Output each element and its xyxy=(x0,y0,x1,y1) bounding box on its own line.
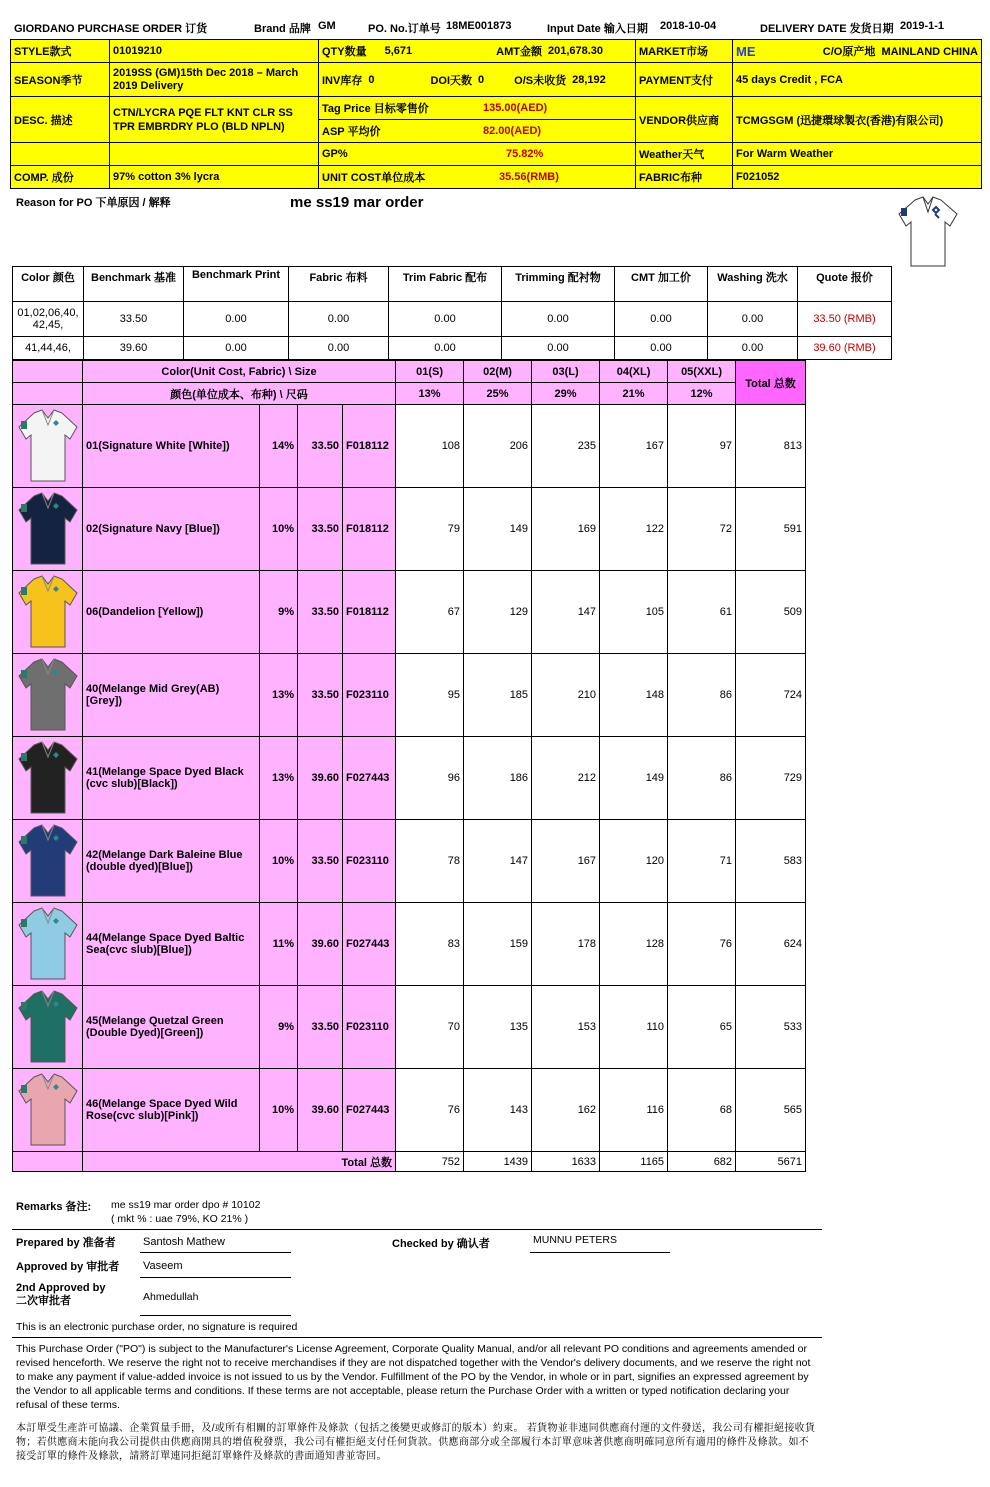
quantity-cell: 76 xyxy=(668,903,736,986)
quantity-cell: 110 xyxy=(600,986,668,1069)
color-name-cell: 06(Dandelion [Yellow]) xyxy=(83,571,260,654)
remarks-line2: ( mkt % : uae 79%, KO 21% ) xyxy=(111,1213,249,1225)
color-pct-cell: 9% xyxy=(260,986,298,1069)
quote-cell: 33.50 (RMB) xyxy=(798,302,892,337)
season-label: SEASON季节 xyxy=(10,62,110,97)
quantity-cell: 167 xyxy=(600,405,668,488)
size-header-row xyxy=(13,361,806,383)
unit-cost-cell: 33.50 xyxy=(298,405,343,488)
cost-header-color: Color 颜色 xyxy=(13,267,84,302)
shirt-image-cell xyxy=(13,1069,83,1152)
quantity-cell: 97 xyxy=(668,405,736,488)
size-pct-m: 25% xyxy=(464,383,532,405)
unit-cost-cell: 33.50 xyxy=(298,488,343,571)
quote-cell: 39.60 (RMB) xyxy=(798,337,892,360)
color-pct-cell: 10% xyxy=(260,1069,298,1152)
market-value: ME xyxy=(736,43,756,59)
fabric-code-cell: F018112 xyxy=(343,571,396,654)
prepared-by-label: Prepared by 准备者 xyxy=(16,1237,116,1249)
quantity-cell: 61 xyxy=(668,571,736,654)
terms-chinese: 本訂單受生產許可協議、企業質量手冊，及/或所有相關的訂單條件及條款（包括之後變更或修訂的版本）約束。 若貨物並非連同供應商付運的文件發送，我公司有權拒絕接收貨物；若供應商未能向我公司提供由供應商開具的增值稅發票，我公司有權拒絕支付任何貨款。供應商部分或全部履行本訂單意味著供應商明確同意所有適用的條件及條款。如不接受訂單的條件及條款，請將訂單連同拒絕訂單條件及條款的書面通知書並寄回。 xyxy=(16,1423,816,1462)
desc-value: CTN/LYCRA PQE FLT KNT CLR SS TPR EMBRDRY PLO (BLD NPLN) xyxy=(109,96,319,143)
size-total-cell: 1165 xyxy=(600,1152,668,1172)
color-pct-cell: 11% xyxy=(260,903,298,986)
qty-amt-cell xyxy=(318,39,636,63)
quantity-cell: 185 xyxy=(464,654,532,737)
size-pct-l: 29% xyxy=(532,383,600,405)
season-value: 2019SS (GM)15th Dec 2018 – March 2019 Delivery xyxy=(109,62,319,97)
quantity-cell: 65 xyxy=(668,986,736,1069)
header-blank-cell xyxy=(13,383,83,405)
table-cell: 0.00 xyxy=(615,302,708,337)
signature-line xyxy=(140,1277,291,1278)
document-title: GIORDANO PURCHASE ORDER 订货 xyxy=(14,23,208,35)
table-row xyxy=(13,302,892,337)
quantity-cell: 128 xyxy=(600,903,668,986)
weather-value: For Warm Weather xyxy=(732,142,982,166)
color-pct-cell: 13% xyxy=(260,654,298,737)
unit-cost-cell: 33.50 xyxy=(298,654,343,737)
table-cell: 0.00 xyxy=(502,302,615,337)
row-total-cell: 533 xyxy=(736,986,806,1069)
origin-label: C/O原产地 xyxy=(822,46,876,58)
fabric-code-cell: F018112 xyxy=(343,488,396,571)
unit-cost-label: UNIT COST单位成本 xyxy=(322,172,426,184)
quantity-cell: 78 xyxy=(396,820,464,903)
market-origin-cell xyxy=(732,39,982,63)
quantity-cell: 108 xyxy=(396,405,464,488)
quantity-cell: 83 xyxy=(396,903,464,986)
color-name-cell: 46(Melange Space Dyed Wild Rose(cvc slub)[Pink]) xyxy=(83,1069,260,1152)
cost-header-cmt: CMT 加工价 xyxy=(615,267,708,302)
quantity-cell: 148 xyxy=(600,654,668,737)
quantity-cell: 105 xyxy=(600,571,668,654)
size-pct-xxl: 12% xyxy=(668,383,736,405)
asp-cell xyxy=(318,119,636,143)
shirt-thumbnail xyxy=(16,905,80,983)
quantity-cell: 143 xyxy=(464,1069,532,1152)
shirt-thumbnail xyxy=(16,656,80,734)
input-date-value: 2018-10-04 xyxy=(660,20,717,32)
amt-value: 201,678.30 xyxy=(547,45,604,57)
cost-breakdown-table xyxy=(12,266,892,360)
quantity-cell: 159 xyxy=(464,903,532,986)
os-value: 28,192 xyxy=(572,73,606,86)
size-pct-row xyxy=(13,383,806,405)
quantity-cell: 129 xyxy=(464,571,532,654)
table-cell: 39.60 xyxy=(84,337,184,360)
quantity-cell: 147 xyxy=(532,571,600,654)
tag-price-cell xyxy=(318,96,636,120)
tag-price-label: Tag Price 目标零售价 xyxy=(322,103,429,115)
shirt-image-cell xyxy=(13,986,83,1069)
fabric-value: F021052 xyxy=(732,165,982,189)
quantity-cell: 149 xyxy=(464,488,532,571)
quantity-cell: 79 xyxy=(396,488,464,571)
fabric-code-cell: F023110 xyxy=(343,820,396,903)
size-header-line1: Color(Unit Cost, Fabric) \ Size xyxy=(83,361,396,383)
table-cell: 41,44,46, xyxy=(13,337,84,360)
payment-value: 45 days Credit , FCA xyxy=(732,62,982,97)
size-header-l: 03(L) xyxy=(532,361,600,383)
qty-label: QTY数量 xyxy=(322,46,367,58)
table-cell: 0.00 xyxy=(184,337,289,360)
size-header-xxl: 05(XXL) xyxy=(668,361,736,383)
table-cell: 0.00 xyxy=(389,337,502,360)
row-total-cell: 813 xyxy=(736,405,806,488)
brand-value: GM xyxy=(318,20,336,32)
quantity-cell: 186 xyxy=(464,737,532,820)
quantity-cell: 68 xyxy=(668,1069,736,1152)
remarks-label: Remarks 备注: xyxy=(16,1201,92,1213)
table-cell: 33.50 xyxy=(84,302,184,337)
cost-header-benchmark-print: Benchmark Print xyxy=(184,267,289,302)
style-label: STYLE款式 xyxy=(10,39,110,63)
quantity-cell: 71 xyxy=(668,820,736,903)
table-row xyxy=(13,571,806,654)
unit-cost-cell xyxy=(318,165,636,189)
electronic-notice: This is an electronic purchase order, no signature is required xyxy=(16,1321,298,1333)
table-cell: 0.00 xyxy=(708,337,798,360)
table-row xyxy=(13,820,806,903)
color-pct-cell: 13% xyxy=(260,737,298,820)
quantity-cell: 206 xyxy=(464,405,532,488)
size-quantity-table xyxy=(12,360,806,1172)
qty-value: 5,671 xyxy=(384,45,413,57)
tag-price-value: 135.00(AED) xyxy=(483,102,548,114)
gp-label: GP% xyxy=(322,148,348,160)
size-total-cell: 1633 xyxy=(532,1152,600,1172)
table-cell: 0.00 xyxy=(184,302,289,337)
cost-header-fabric: Fabric 布料 xyxy=(289,267,389,302)
shirt-image-cell xyxy=(13,488,83,571)
color-pct-cell: 9% xyxy=(260,571,298,654)
size-pct-xl: 21% xyxy=(600,383,668,405)
size-header-s: 01(S) xyxy=(396,361,464,383)
totals-label: Total 总数 xyxy=(83,1152,396,1172)
shirt-thumbnail xyxy=(16,1071,80,1149)
quantity-cell: 153 xyxy=(532,986,600,1069)
cost-header-trimming: Trimming 配衬物 xyxy=(502,267,615,302)
comp-value: 97% cotton 3% lycra xyxy=(109,165,319,189)
unit-cost-cell: 33.50 xyxy=(298,571,343,654)
input-date-label: Input Date 输入日期 xyxy=(547,23,648,35)
size-total-cell: 752 xyxy=(396,1152,464,1172)
table-row xyxy=(13,903,806,986)
cost-header-washing: Washing 洗水 xyxy=(708,267,798,302)
table-row xyxy=(13,737,806,820)
table-row xyxy=(13,1069,806,1152)
reason-value: me ss19 mar order xyxy=(290,194,424,211)
divider xyxy=(12,1337,822,1338)
prepared-by-value: Santosh Mathew xyxy=(143,1236,225,1248)
quantity-cell: 169 xyxy=(532,488,600,571)
po-number: 18ME001873 xyxy=(446,20,512,32)
approved-by-value: Vaseem xyxy=(143,1260,183,1272)
market-label: MARKET市场 xyxy=(635,39,733,63)
color-name-cell: 45(Melange Quetzal Green (Double Dyed)[Green]) xyxy=(83,986,260,1069)
grand-total-cell: 5671 xyxy=(736,1152,806,1172)
color-pct-cell: 14% xyxy=(260,405,298,488)
shirt-image-cell xyxy=(13,737,83,820)
second-approved-label xyxy=(16,1282,105,1308)
gp-value: 75.82% xyxy=(506,148,544,160)
approved-by-label: Approved by 审批者 xyxy=(16,1261,120,1273)
reason-label: Reason for PO 下单原因 / 解释 xyxy=(16,197,171,209)
quantity-cell: 67 xyxy=(396,571,464,654)
row-total-cell: 583 xyxy=(736,820,806,903)
header-blank-cell xyxy=(13,361,83,383)
table-row xyxy=(13,986,806,1069)
shirt-thumbnail xyxy=(16,490,80,568)
size-total-cell: 1439 xyxy=(464,1152,532,1172)
table-row xyxy=(13,654,806,737)
cost-header-quote: Quote 报价 xyxy=(798,267,892,302)
size-header-m: 02(M) xyxy=(464,361,532,383)
inv-doi-os-cell xyxy=(318,62,636,97)
shirt-image-cell xyxy=(13,654,83,737)
shirt-thumbnail xyxy=(16,407,80,485)
quantity-cell: 135 xyxy=(464,986,532,1069)
weather-label: Weather天气 xyxy=(635,142,733,166)
cost-header-benchmark: Benchmark 基准 xyxy=(84,267,184,302)
row-total-cell: 624 xyxy=(736,903,806,986)
quantity-cell: 122 xyxy=(600,488,668,571)
unit-cost-cell: 39.60 xyxy=(298,1069,343,1152)
os-label: O/S未收货 xyxy=(514,74,567,87)
doi-label: DOI天数 xyxy=(430,74,473,87)
shirt-thumbnail xyxy=(16,573,80,651)
row-total-cell: 565 xyxy=(736,1069,806,1152)
cost-header-row xyxy=(13,267,892,302)
fabric-code-cell: F018112 xyxy=(343,405,396,488)
quantity-cell: 235 xyxy=(532,405,600,488)
unit-cost-cell: 33.50 xyxy=(298,986,343,1069)
quantity-cell: 167 xyxy=(532,820,600,903)
color-name-cell: 44(Melange Space Dyed Baltic Sea(cvc slub)[Blue]) xyxy=(83,903,260,986)
color-pct-cell: 10% xyxy=(260,488,298,571)
vendor-label: VENDOR供应商 xyxy=(635,96,733,143)
quantity-cell: 120 xyxy=(600,820,668,903)
shirt-thumbnail xyxy=(16,988,80,1066)
size-header-line2: 颜色(单位成本、布种) \ 尺码 xyxy=(83,383,396,405)
doi-value: 0 xyxy=(478,73,485,86)
comp-label: COMP. 成份 xyxy=(10,165,110,189)
asp-value: 82.00(AED) xyxy=(483,125,542,137)
shirt-thumbnail xyxy=(16,822,80,900)
row-total-cell: 509 xyxy=(736,571,806,654)
color-name-cell: 01(Signature White [White]) xyxy=(83,405,260,488)
quantity-cell: 178 xyxy=(532,903,600,986)
delivery-date-value: 2019-1-1 xyxy=(900,20,945,32)
table-cell: 0.00 xyxy=(615,337,708,360)
inv-value: 0 xyxy=(368,73,375,86)
payment-label: PAYMENT支付 xyxy=(635,62,733,97)
totals-blank-cell xyxy=(13,1152,83,1172)
unit-cost-value: 35.56(RMB) xyxy=(499,171,559,183)
size-header-xl: 04(XL) xyxy=(600,361,668,383)
quantity-cell: 95 xyxy=(396,654,464,737)
empty-value-cell xyxy=(109,142,319,166)
amt-label: AMT金额 xyxy=(496,46,542,58)
row-total-cell: 591 xyxy=(736,488,806,571)
color-name-cell: 42(Melange Dark Baleine Blue (double dyed)[Blue]) xyxy=(83,820,260,903)
color-pct-cell: 10% xyxy=(260,820,298,903)
table-cell: 0.00 xyxy=(289,337,389,360)
desc-label: DESC. 描述 xyxy=(10,96,110,143)
table-cell: 01,02,06,40, 42,45, xyxy=(13,302,84,337)
inv-label: INV库存 xyxy=(322,74,363,87)
quantity-cell: 86 xyxy=(668,737,736,820)
quantity-cell: 147 xyxy=(464,820,532,903)
divider xyxy=(12,1229,822,1230)
unit-cost-cell: 39.60 xyxy=(298,903,343,986)
vendor-value: TCMGSGM (迅捷環球製衣(香港)有限公司) xyxy=(732,96,982,143)
table-cell: 0.00 xyxy=(389,302,502,337)
cost-header-trim-fabric: Trim Fabric 配布 xyxy=(389,267,502,302)
size-total-cell: 682 xyxy=(668,1152,736,1172)
shirt-image-cell xyxy=(13,405,83,488)
po-label: PO. No.订单号 xyxy=(368,23,441,35)
quantity-cell: 72 xyxy=(668,488,736,571)
shirt-image-cell xyxy=(13,820,83,903)
delivery-date-label: DELIVERY DATE 发货日期 xyxy=(760,23,894,35)
second-approved-label-en: 2nd Approved by xyxy=(16,1282,106,1294)
shirt-thumbnail xyxy=(16,739,80,817)
shirt-image-cell xyxy=(13,571,83,654)
asp-label: ASP 平均价 xyxy=(322,126,381,138)
signature-line xyxy=(140,1252,291,1253)
signature-line xyxy=(530,1252,670,1253)
empty-label-cell xyxy=(10,142,110,166)
color-name-cell: 41(Melange Space Dyed Black (cvc slub)[Black]) xyxy=(83,737,260,820)
checked-by-label: Checked by 确认者 xyxy=(392,1238,490,1250)
quantity-cell: 70 xyxy=(396,986,464,1069)
table-row xyxy=(13,488,806,571)
fabric-label: FABRIC布种 xyxy=(635,165,733,189)
quantity-cell: 212 xyxy=(532,737,600,820)
quantity-cell: 76 xyxy=(396,1069,464,1152)
fabric-code-cell: F027443 xyxy=(343,1069,396,1152)
product-sketch-image xyxy=(895,194,961,272)
origin-value: MAINLAND CHINA xyxy=(881,46,978,58)
terms-english: This Purchase Order ("PO") is subject to the Manufacturer's License Agreement, Corporate Quality Manual, and/or all relevant PO conditions and agreements amended or revised henceforth. We reserve the right not to receive merchandises if they are not dispatched together with the Vendor's delivery documents, and we reserve the right not to make any payment if value-added invoice is not issued to us by the Vendor. Fulfillment of the PO by the Vendor, in whole or in part, signifies an expressed agreement by the Vendor to all applicable terms and conditions. If these terms are not acceptable, please return the Purchase Order with a written or typed notification declaring your refusal of these terms. xyxy=(16,1343,811,1411)
quantity-cell: 162 xyxy=(532,1069,600,1152)
total-header: Total 总数 xyxy=(736,361,806,405)
row-total-cell: 729 xyxy=(736,737,806,820)
quantity-cell: 149 xyxy=(600,737,668,820)
quantity-cell: 86 xyxy=(668,654,736,737)
fabric-code-cell: F023110 xyxy=(343,654,396,737)
table-cell: 0.00 xyxy=(708,302,798,337)
table-row xyxy=(13,337,892,360)
remarks-line1: me ss19 mar order dpo # 10102 xyxy=(111,1199,261,1211)
second-approved-value: Ahmedullah xyxy=(143,1291,199,1303)
table-cell: 0.00 xyxy=(502,337,615,360)
quantity-cell: 116 xyxy=(600,1069,668,1152)
table-cell: 0.00 xyxy=(289,302,389,337)
totals-row xyxy=(13,1152,806,1172)
fabric-code-cell: F027443 xyxy=(343,903,396,986)
shirt-image-cell xyxy=(13,903,83,986)
brand-label: Brand 品牌 xyxy=(254,23,311,35)
unit-cost-cell: 39.60 xyxy=(298,737,343,820)
second-approved-label-cn: 二次审批者 xyxy=(16,1295,71,1307)
color-name-cell: 02(Signature Navy [Blue]) xyxy=(83,488,260,571)
style-value: 01019210 xyxy=(109,39,319,63)
color-name-cell: 40(Melange Mid Grey(AB) [Grey]) xyxy=(83,654,260,737)
table-row xyxy=(13,405,806,488)
checked-by-value: MUNNU PETERS xyxy=(533,1234,618,1246)
quantity-cell: 96 xyxy=(396,737,464,820)
row-total-cell: 724 xyxy=(736,654,806,737)
gp-cell xyxy=(318,142,636,166)
unit-cost-cell: 33.50 xyxy=(298,820,343,903)
signature-line xyxy=(140,1315,291,1316)
fabric-code-cell: F023110 xyxy=(343,986,396,1069)
size-pct-s: 13% xyxy=(396,383,464,405)
quantity-cell: 210 xyxy=(532,654,600,737)
fabric-code-cell: F027443 xyxy=(343,737,396,820)
